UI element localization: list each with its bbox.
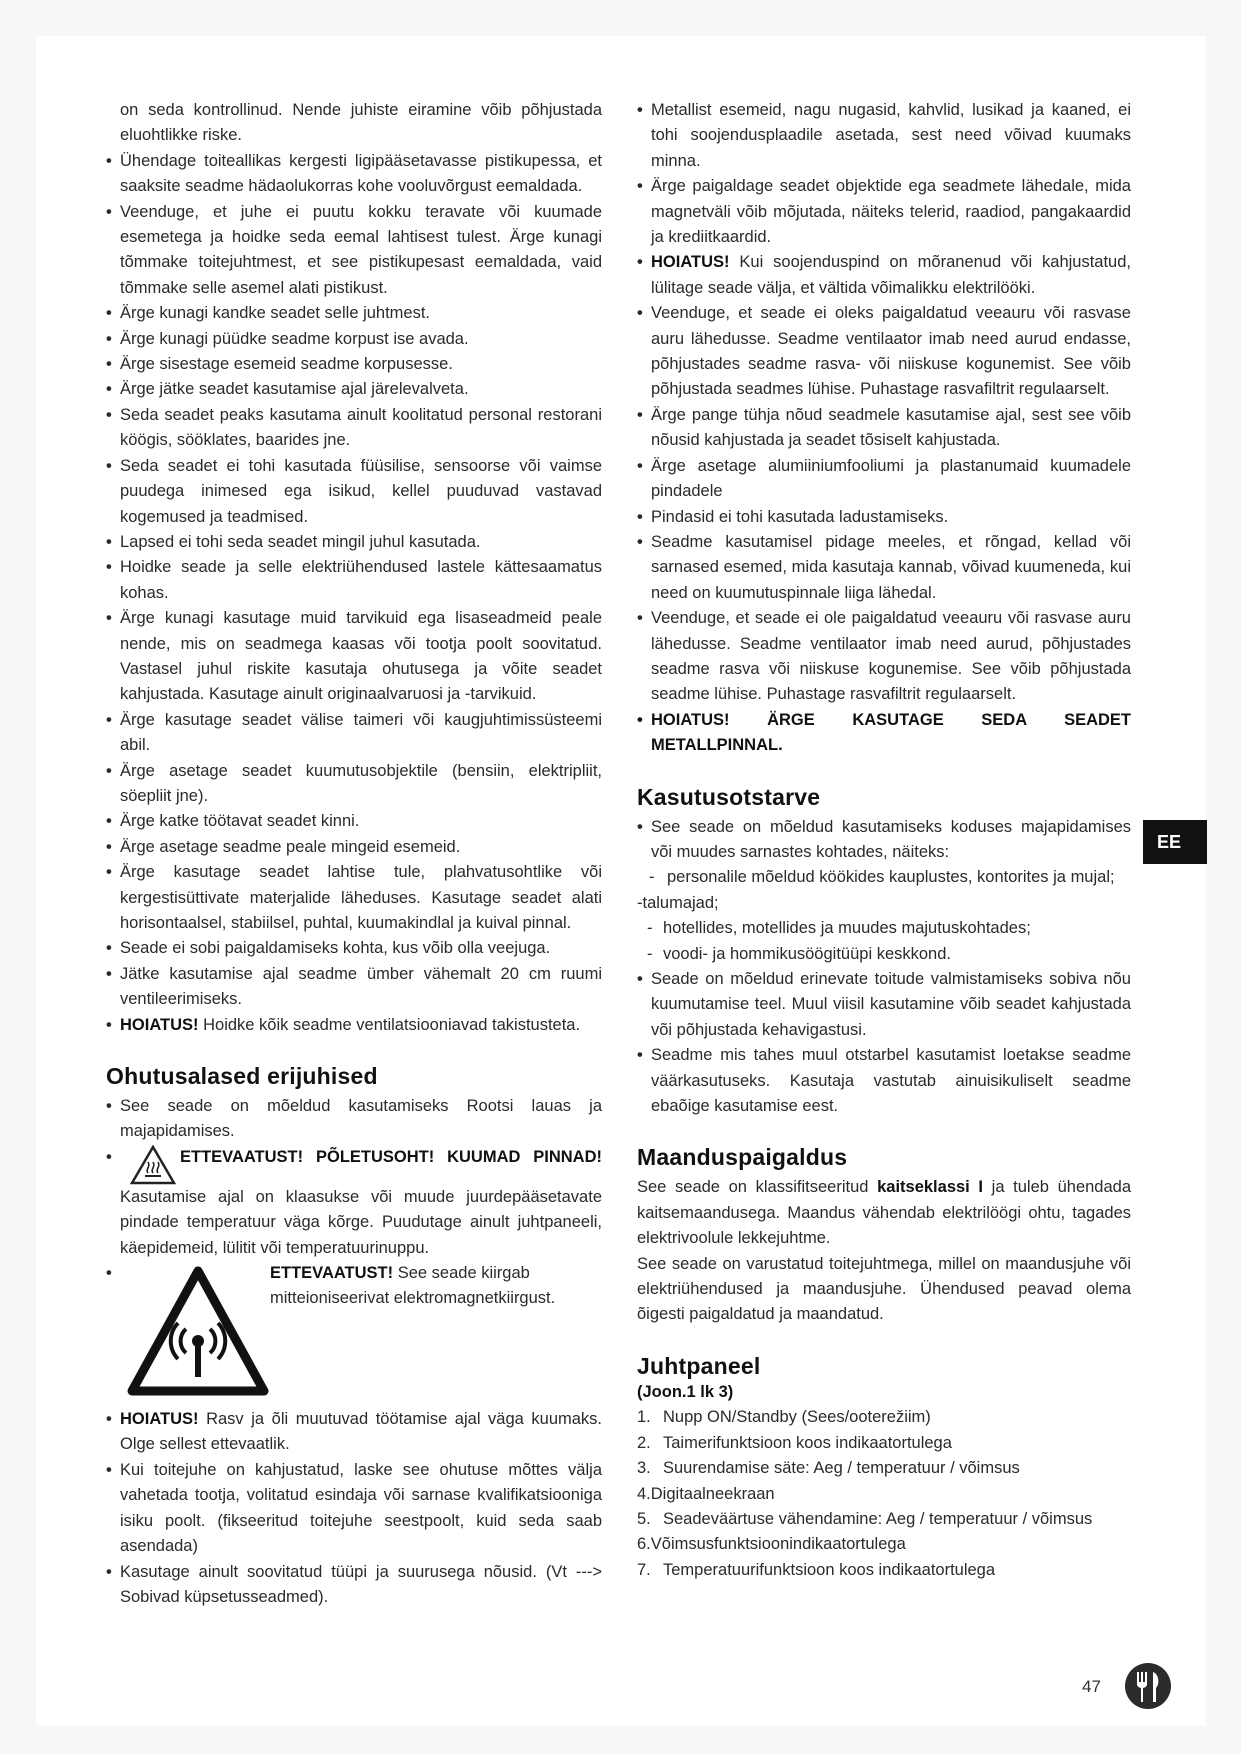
item-number: 4. xyxy=(637,1484,651,1503)
list-item: • Ärge kasutage seadet lahtise tule, plahvatusohtlike või kergestisüttivate materjalide läheduses. Kasutage seadet alati horisontaalsel, stabiilsel, puhtal, kuumakindlal ja kuival pinnal. xyxy=(106,860,602,936)
item-text: Taimerifunktsioon koos indikaatortulega xyxy=(663,1433,952,1452)
hot-warning-label: ETTEVAATUST! PÕLETUSOHT! KUUMAD PINNAD! xyxy=(180,1147,602,1166)
item-number: 3. xyxy=(637,1459,651,1478)
list-item: • Ärge paigaldage seadet objektide ega seadmete lähedale, mida magnetväli võib mõjutada, näiteks telerid, raadiod, pangakaardid ja krediitkaardid. xyxy=(637,174,1131,250)
list-item: • Ärge kunagi kandke seadet selle juhtmest. xyxy=(106,301,602,326)
list-item: • Veenduge, et seade ei ole paigaldatud veeauru või rasvase auru lähedusse. Seadme ventilaator imab need aurud, põhjustades seadme rasva või niiskuse kogunemise. See võib põhjustada seadme lühise. Puhastage rasvafiltrit regulaarselt. xyxy=(637,606,1131,708)
warning-label: HOIATUS! xyxy=(120,1410,199,1429)
section-title-control-panel: Juhtpaneel xyxy=(637,1352,761,1379)
list-item xyxy=(637,1405,1131,1430)
intended-use-list-2 xyxy=(637,967,1131,1119)
section-title-grounding: Maanduspaigaldus xyxy=(637,1144,848,1171)
list-item: • See seade on mõeldud kasutamiseks Rootsi lauas ja majapidamises. xyxy=(106,1094,602,1145)
item-text: Võimsusfunktsioonindikaatortulega xyxy=(650,1535,906,1554)
list-item xyxy=(637,1532,1131,1557)
right-column xyxy=(637,98,1131,1583)
grounding-text: See seade on klassifitseeritud xyxy=(637,1178,878,1197)
list-item: • Ärge asetage seadme peale mingeid esemeid. xyxy=(106,835,602,860)
emf-warning-label: ETTEVAATUST! xyxy=(270,1264,394,1283)
list-item: • Ärge sisestage esemeid seadme korpusesse. xyxy=(106,352,602,377)
item-text: Suurendamise säte: Aeg / temperatuur / võimsus xyxy=(663,1459,1020,1478)
language-tab: EE xyxy=(1143,820,1207,864)
list-item-warning xyxy=(637,250,1131,301)
warning-text: Rasv ja õli muutuvad töötamise ajal väga kuumaks. Olge sellest ettevaatlik. xyxy=(120,1410,602,1454)
list-item xyxy=(637,1482,1131,1507)
left-bullet-list xyxy=(106,149,602,1038)
list-item: • Seda seadet peaks kasutama ainult koolitatud personal restorani köögis, sööklates, baarides jne. xyxy=(106,403,602,454)
list-item xyxy=(637,1456,1131,1481)
item-number: 7. xyxy=(637,1560,651,1579)
plain-line: -talumajad; xyxy=(637,893,719,912)
intro-paragraph: on seda kontrollinud. Nende juhiste eiramine võib põhjustada eluohtlikke riske. xyxy=(120,101,602,145)
emf-warning-text: See seade kiirgab mitteioniseerivat elektromagnetkiirgust. xyxy=(270,1264,556,1308)
page-number: 47 xyxy=(1082,1677,1101,1696)
list-item: • Pindasid ei tohi kasutada ladustamiseks. xyxy=(637,505,1131,530)
section-title-safety: Ohutusalased erijuhised xyxy=(106,1063,378,1090)
list-item: • Ärge jätke seadet kasutamise ajal järelevalveta. xyxy=(106,377,602,402)
hot-surface-warning-icon xyxy=(130,1145,176,1185)
warning-text: Hoidke kõik seadme ventilatsiooniavad takistusteta. xyxy=(198,1015,581,1034)
item-number: 1. xyxy=(637,1408,651,1427)
list-item xyxy=(637,1558,1131,1583)
list-item: • Veenduge, et juhe ei puutu kokku teravate või kuumade esemetega ja hoidke seda eemal lahtisest tulest. Ärge kunagi tõmmake toitejuhtmest, et see pistikupesast eemaldada, vaid tõmmake selle asemel alati pistikust. xyxy=(106,200,602,302)
list-item: • See seade on mõeldud kasutamiseks koduses majapidamises või muudes sarnastes kohtades, näiteks: xyxy=(637,815,1131,866)
left-column xyxy=(106,98,602,1610)
hot-warning-text: Kasutamise ajal on klaasukse või muude juurdepääsetavate pindade temperatuur väga kõrge. Puudutage ainult juhtpaneeli, käepidemeid, lülitit või temperatuurinuppu. xyxy=(120,1187,602,1257)
list-item-warning xyxy=(106,1013,602,1038)
intended-use-list xyxy=(637,815,1131,866)
list-item: • Ärge kunagi püüdke seadme korpust ise avada. xyxy=(106,327,602,352)
list-item: • Kasutage ainult soovitatud tüüpi ja suurusega nõusid. (Vt ---> Sobivad küpsetusseadmed). xyxy=(106,1560,602,1611)
list-item: • Seade ei sobi paigaldamiseks kohta, kus võib olla veejuga. xyxy=(106,936,602,961)
list-item-emf-warning xyxy=(106,1261,602,1397)
safety-bullet-list xyxy=(106,1094,602,1610)
list-item-hot-warning xyxy=(106,1145,602,1261)
list-item: • Jätke kasutamise ajal seadme ümber vähemalt 20 cm ruumi ventileerimiseks. xyxy=(106,962,602,1013)
list-item: • Hoidke seade ja selle elektriühendused lastele kättesaamatus kohas. xyxy=(106,555,602,606)
item-number: 5. xyxy=(637,1509,651,1528)
item-text: Nupp ON/Standby (Sees/ooterežiim) xyxy=(663,1408,931,1427)
list-item: • Ärge kasutage seadet välise taimeri või kaugjuhtimissüsteemi abil. xyxy=(106,708,602,759)
item-text: Temperatuurifunktsioon koos indikaatortulega xyxy=(663,1560,996,1579)
list-item: • Lapsed ei tohi seda seadet mingil juhul kasutada. xyxy=(106,530,602,555)
list-item: • Seadme mis tahes muul otstarbel kasutamist loetakse seadme väärkasutuseks. Kasutaja vastutab ainuisikuliselt seadme ebaõige kasutamise eest. xyxy=(637,1043,1131,1119)
control-panel-figure-ref: (Joon.1 lk 3) xyxy=(637,1382,734,1401)
list-item: • Veenduge, et seade ei oleks paigaldatud veeauru või rasvase auru lähedusse. Seadme ventilaator imab need aurud endasse, põhjustades seadme rasva- või niiskuse kogunemist. See võib põhjustada seadmes lühise. Puhastage rasvafiltrit regulaarselt. xyxy=(637,301,1131,403)
non-ionizing-radiation-icon xyxy=(126,1265,270,1397)
dash-item: - personalile mõeldud köökides kauplustes, kontorites ja mujal; xyxy=(637,865,1131,890)
grounding-text: ja tuleb ühendada kaitsemaandusega. Maandus vähendab elektrilöögi ohtu, tagades elektrivoolule lekkejuhtme. xyxy=(637,1178,1131,1248)
right-bullet-list xyxy=(637,98,1131,759)
list-item: • Seda seadet ei tohi kasutada füüsilise, sensoorse või vaimse puudega inimesed ega isikud, kellel puuduvad vastavad kogemused ja teadmised. xyxy=(106,454,602,530)
list-item: • Kui toitejuhe on kahjustatud, laske see ohutuse mõttes välja vahetada tootja, volitatud esindaja või sarnase kvalifikatsiooniga isiku poolt. (fikseeritud toitejuhe seestpoolt, kuid seda saab asendada) xyxy=(106,1458,602,1560)
dash-item: - voodi- ja hommikusöögitüüpi keskkond. xyxy=(637,942,1131,967)
emf-warning-text-block xyxy=(270,1261,570,1312)
list-item: • Metallist esemeid, nagu nugasid, kahvlid, lusikad ja kaaned, ei tohi soojendusplaadile asetada, sest need võivad kuumaks minna. xyxy=(637,98,1131,174)
list-item xyxy=(637,1431,1131,1456)
list-item: • Ühendage toiteallikas kergesti ligipääsetavasse pistikupessa, et saaksite seadme hädaolukorras kohe vooluvõrgust eemaldada. xyxy=(106,149,602,200)
list-item: • Ärge katke töötavat seadet kinni. xyxy=(106,809,602,834)
item-text: Seadeväärtuse vähendamine: Aeg / temperatuur / võimsus xyxy=(663,1509,1093,1528)
list-item: • Seade on mõeldud erinevate toitude valmistamiseks sobiva nõu kuumutamise teel. Muul viisil kasutamine võib seadet kahjustada või põhjustada kehavigastusi. xyxy=(637,967,1131,1043)
cutlery-logo-icon xyxy=(1124,1662,1172,1710)
section-title-intended-use: Kasutusotstarve xyxy=(637,783,821,810)
warning-label: HOIATUS! xyxy=(651,253,730,272)
list-item-warning xyxy=(106,1407,602,1458)
list-item: • Ärge asetage seadet kuumutusobjektile (bensiin, elektripliit, söepliit jne). xyxy=(106,759,602,810)
list-item: • Seadme kasutamisel pidage meeles, et rõngad, kellad või sarnased esemed, mida kasutaja kannab, võivad kuumeneda, kui need on kuumutuspinnale liiga lähedal. xyxy=(637,530,1131,606)
list-item xyxy=(637,1507,1131,1532)
control-panel-list xyxy=(637,1405,1131,1583)
list-item: • Ärge kunagi kasutage muid tarvikuid ega lisaseadmeid peale nende, mis on seadmega kaasas või tootja poolt soovitatud. Vastasel juhul riskite kasutaja ohutusega ja võite seadet kahjustada. Kasutage ainult originaalvaruosi ja -tarvikuid. xyxy=(106,606,602,708)
dash-item: - hotellides, motellides ja muudes majutuskohtades; xyxy=(637,916,1131,941)
grounding-paragraph-2: See seade on varustatud toitejuhtmega, millel on maandusjuhe või elektriühendused ja maandusjuhe. Ühendused peavad olema õigesti paigaldatud ja maandatud. xyxy=(637,1254,1131,1324)
item-text: Digitaalneekraan xyxy=(650,1484,775,1503)
warning-text: Kui soojenduspind on mõranenud või kahjustatud, lülitage seade välja, et vältida võimalikku elektrilööki. xyxy=(651,253,1131,297)
item-number: 6. xyxy=(637,1535,651,1554)
grounding-paragraph-1 xyxy=(637,1175,1131,1251)
list-item: • Ärge pange tühja nõud seadmele kasutamise ajal, sest see võib nõusid kahjustada ja seadet tõsiselt kahjustada. xyxy=(637,403,1131,454)
list-item-warning: • HOIATUS! ÄRGE KASUTAGE SEDA SEADET METALLPINNAL. xyxy=(637,708,1131,759)
protection-class-label: kaitseklassi I xyxy=(877,1178,983,1197)
warning-label: HOIATUS! xyxy=(120,1015,199,1034)
item-number: 2. xyxy=(637,1433,651,1452)
list-item: • Ärge asetage alumiiniumfooliumi ja plastanumaid kuumadele pindadele xyxy=(637,454,1131,505)
